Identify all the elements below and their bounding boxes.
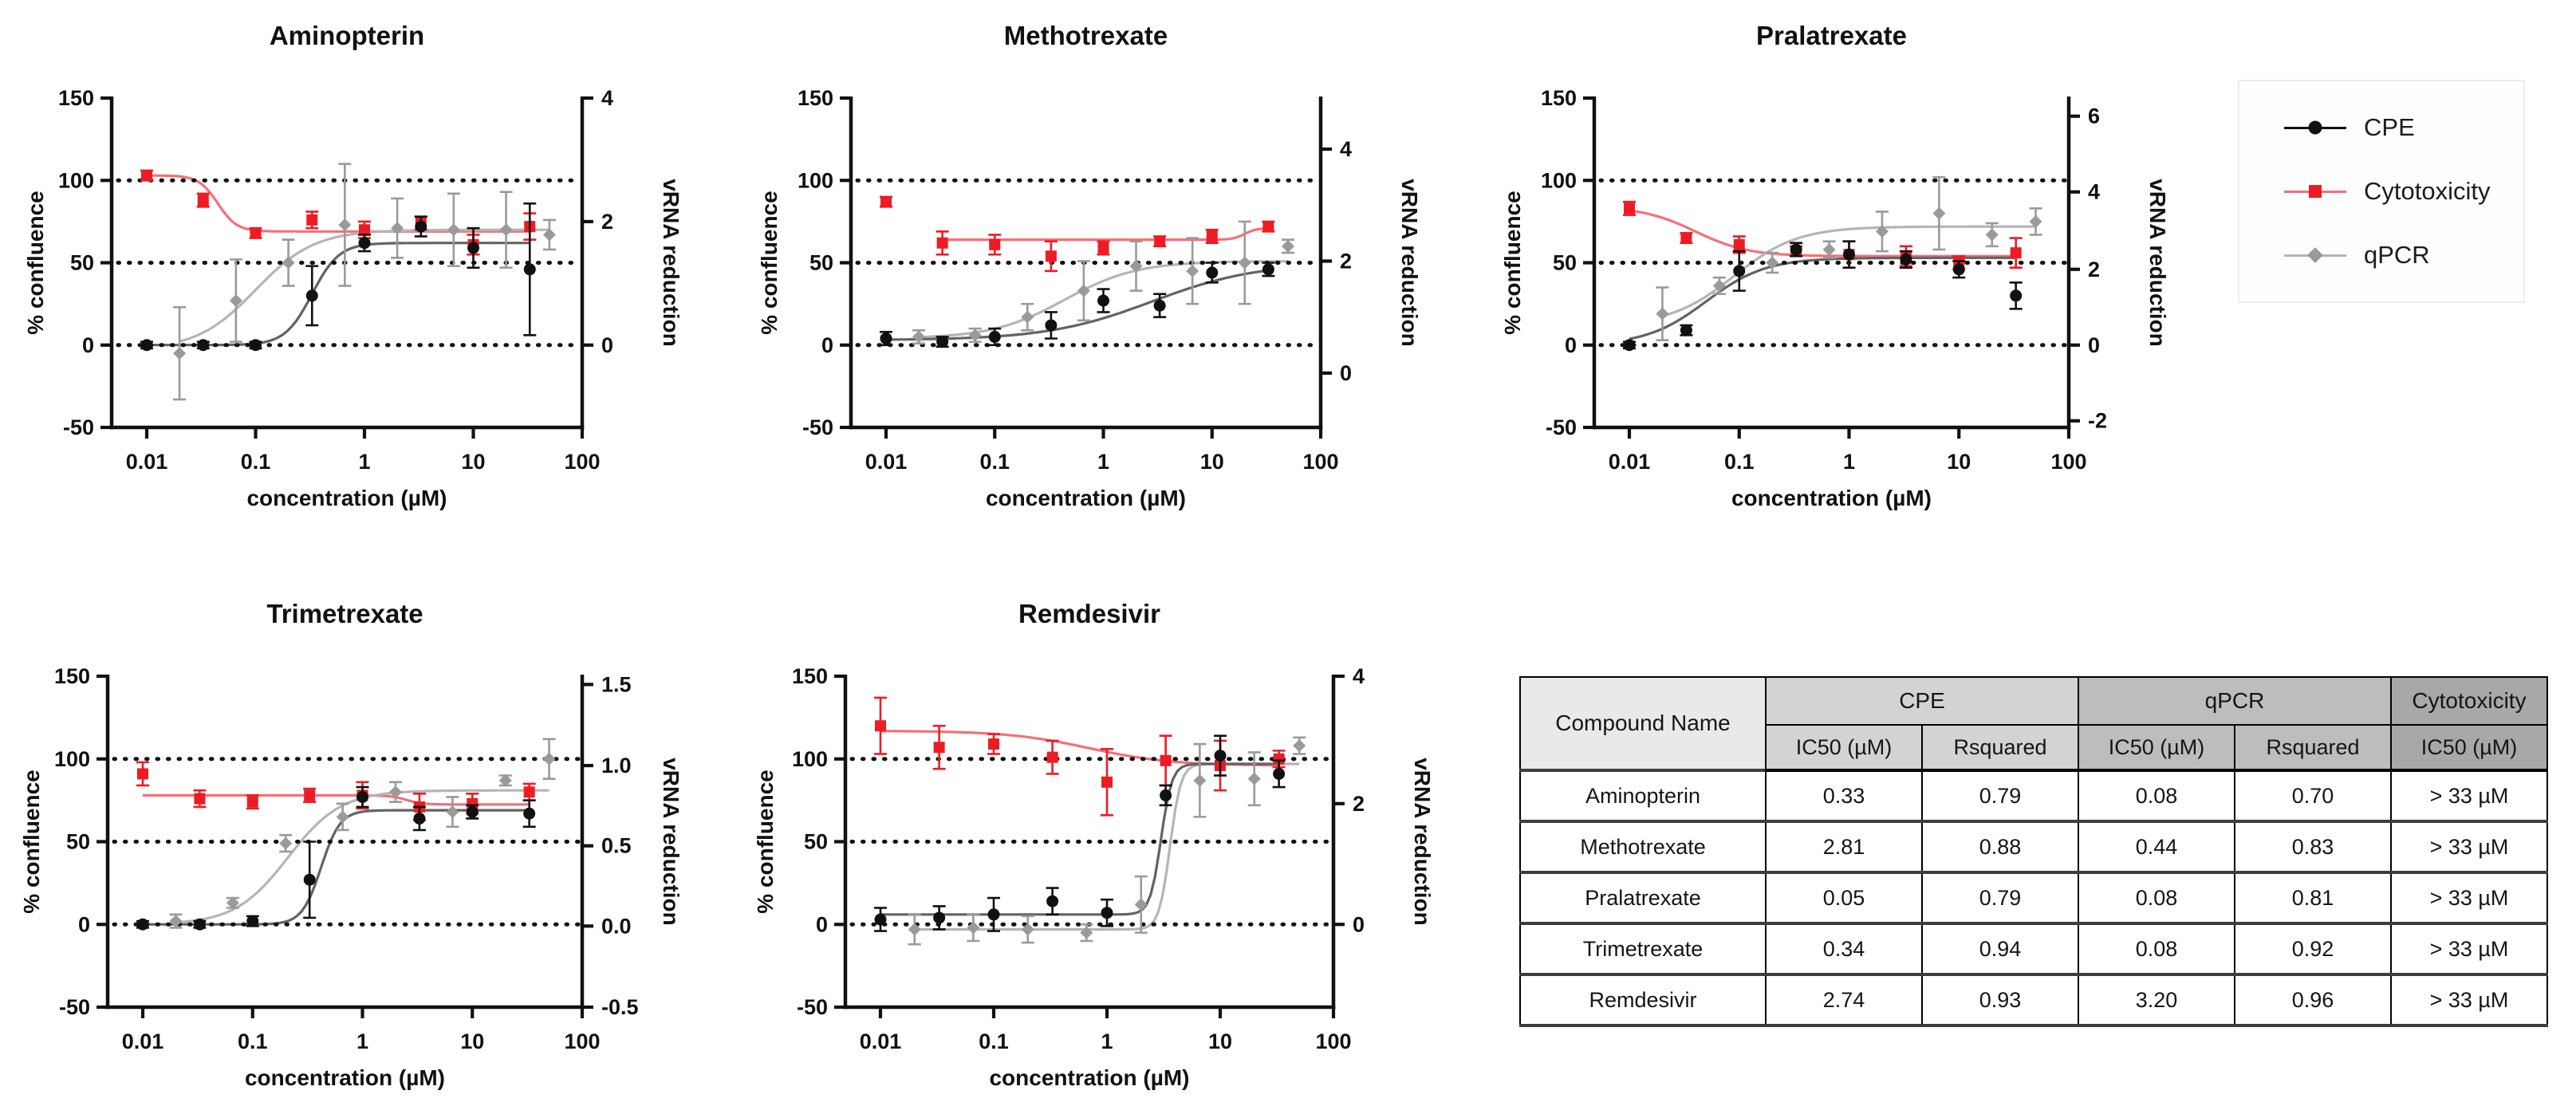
chart-title: Remdesivir [1018,599,1160,628]
y-right-tick-label: 0 [601,333,614,357]
data-point [415,221,427,233]
data-point [1680,325,1692,337]
value-cell: 0.88 [1922,821,2078,872]
data-point [337,810,349,823]
data-point [1932,207,1945,220]
data-point [1900,254,1912,266]
table-group-header-qpcr: qPCR [2078,677,2391,725]
data-point [1160,789,1172,801]
chart-title: Pralatrexate [1756,21,1907,50]
data-point [1154,300,1166,312]
y-right-tick-label: 1.0 [601,754,632,778]
legend-item-cytotoxicity [2284,177,2523,206]
data-point [1045,319,1057,331]
data-point [359,237,371,249]
compound-name-cell: Aminopterin [1520,770,1766,821]
y-left-tick-label: 50 [65,829,90,854]
data-point [2010,289,2022,301]
x-tick-label: 100 [564,450,601,474]
series-qpcr [173,164,556,400]
data-point [880,196,892,207]
table-sub-header: Rsquared [1922,725,2078,770]
data-point [1046,896,1058,907]
y-right-axis-label: vRNA reduction [659,179,683,347]
y-right-tick-label: 0 [1340,360,1353,385]
y-left-axis-label: % confluence [19,770,44,914]
data-point [875,914,887,926]
data-point [1098,242,1109,254]
axes [54,664,639,1053]
x-tick-label: 1 [356,1029,369,1053]
x-tick-label: 1 [358,450,371,474]
data-point [1733,265,1745,277]
axes [798,86,1352,474]
value-cell: 0.96 [2235,974,2391,1025]
table-group-header-cytotoxicity: Cytotoxicity [2391,677,2547,725]
data-point [933,911,945,923]
value-cell: 0.08 [2078,770,2235,821]
data-point [1790,243,1802,255]
data-point [1097,294,1109,306]
data-point [467,242,479,254]
data-point [1986,228,1999,241]
y-left-tick-label: 100 [57,168,94,193]
y-left-tick-label: 0 [81,333,94,357]
value-cell: > 33 µM [2391,974,2547,1025]
value-cell: 0.92 [2235,923,2391,974]
data-point [1248,773,1261,785]
table-row-methotrexate [1520,821,2547,872]
value-cell: > 33 µM [2391,821,2547,872]
y-right-tick-label: 0.5 [601,833,632,858]
y-right-tick-label: 2 [1353,791,1365,816]
data-point [306,215,317,226]
table-sub-header: IC50 (µM) [2078,725,2235,770]
data-point [247,797,258,808]
x-tick-label: 0.1 [240,450,271,474]
y-right-tick-label: 0 [2088,333,2101,357]
data-point [1262,263,1274,275]
data-point [912,330,925,343]
y-right-tick-label: 0 [1353,912,1365,937]
x-tick-label: 0.01 [865,450,908,474]
data-point [875,720,886,731]
legend-label: qPCR [2364,241,2430,269]
x-axis-label: concentration (µM) [244,1065,446,1090]
value-cell: 0.70 [2235,770,2391,821]
y-left-tick-label: 150 [797,86,833,110]
table-sub-header: IC50 (µM) [1766,725,1922,770]
data-point [523,808,535,820]
chart-canvas-remdesivir [746,585,1479,1114]
y-right-tick-label: 2 [2088,257,2101,281]
y-right-tick-label: 4 [1340,137,1353,162]
x-tick-label: 0.1 [237,1029,268,1053]
x-tick-label: 0.1 [1723,450,1755,474]
x-tick-label: 1 [1097,450,1110,474]
data-point [194,793,205,805]
fit-curves [143,790,549,924]
data-point [1273,768,1285,780]
value-cell: 0.08 [2078,872,2235,923]
data-point [137,919,149,931]
data-point [1046,250,1057,262]
data-point [304,789,315,801]
y-right-axis-label: vRNA reduction [1397,179,1422,347]
data-point [934,742,945,753]
data-point [1262,221,1274,232]
data-point [1624,339,1636,351]
compound-name-cell: Methotrexate [1520,821,1766,872]
x-tick-label: 0.01 [859,1029,902,1053]
x-tick-label: 1 [1842,450,1856,474]
data-point [447,223,460,236]
value-cell: 2.81 [1766,821,1922,872]
data-point [467,806,479,818]
cpe-circle-marker-icon [2309,121,2322,135]
data-point [1101,777,1113,788]
table-sub-header: Rsquared [2235,725,2391,770]
x-tick-label: 10 [1199,450,1224,474]
y-left-tick-label: 50 [803,829,828,854]
data-point [173,347,186,360]
data-point [1047,752,1058,763]
legend-label: Cytotoxicity [2364,177,2491,205]
data-point [1021,311,1034,324]
chart-title: Aminopterin [269,21,425,50]
y-right-tick-label: -2 [2088,408,2108,433]
chart-title: Trimetrexate [266,599,423,628]
chart-remdesivir [746,585,1479,1114]
cpe-line-swatch [2284,127,2346,129]
table-row-aminopterin [1520,770,2547,821]
compound-name-cell: Remdesivir [1520,974,1766,1025]
data-point [1282,240,1294,253]
table-group-header-cpe: CPE [1766,677,2078,725]
table-header [1520,677,2547,770]
y-left-axis-label: % confluence [753,770,778,914]
data-point [1624,203,1635,214]
y-right-tick-label: 1.5 [601,672,632,697]
dotted-gridlines [852,759,1330,925]
x-tick-label: 0.01 [1608,450,1651,474]
x-tick-label: 10 [461,450,486,474]
y-left-tick-label: -50 [796,995,828,1019]
data-point [356,791,368,803]
data-series [136,739,556,931]
y-left-tick-label: -50 [802,415,833,439]
fit-curve-cpe [880,764,1279,915]
y-left-tick-label: 100 [53,746,90,771]
y-left-tick-label: 0 [1564,333,1577,357]
data-point [250,227,262,238]
y-left-tick-label: -50 [62,415,94,439]
data-point [936,336,948,348]
data-point [1656,308,1668,321]
y-left-axis-label: % confluence [757,191,782,335]
data-point [1680,233,1692,244]
x-tick-label: 100 [1302,450,1339,474]
fit-curve-qpcr [1663,226,2036,316]
data-point [141,170,152,181]
value-cell: 0.93 [1922,974,2078,1025]
data-point [194,919,206,931]
dotted-gridlines [114,759,579,925]
x-tick-label: 0.1 [979,450,1010,474]
x-tick-label: 10 [460,1029,485,1053]
value-cell: > 33 µM [2391,923,2547,974]
y-right-tick-label: -0.5 [601,995,639,1019]
y-right-axis-label: vRNA reduction [2145,179,2170,347]
axes [1541,86,2107,474]
dotted-gridlines [1601,180,2066,345]
data-point [1953,263,1965,275]
value-cell: 0.05 [1766,872,1922,923]
x-axis-label: concentration (µM) [985,486,1187,510]
data-series [874,698,1306,944]
value-cell: 2.74 [1766,974,1922,1025]
data-point [198,195,209,206]
x-axis-label: concentration (µM) [246,486,447,510]
data-point [524,786,535,797]
data-point [988,908,1000,920]
chart-trimetrexate [12,585,746,1114]
y-left-tick-label: 50 [809,250,833,275]
value-cell: 0.33 [1766,770,1922,821]
data-point [1135,898,1148,911]
data-point [1160,755,1172,766]
data-point [1215,750,1227,762]
y-left-tick-label: 0 [815,912,828,937]
series-cpe [140,203,536,351]
y-left-tick-label: 100 [797,168,833,193]
data-point [500,223,513,236]
data-point [304,874,316,886]
x-tick-label: 1 [1101,1029,1113,1053]
compound-name-cell: Pralatrexate [1520,872,1766,923]
qpcr-line-swatch [2284,254,2346,257]
table-body [1520,770,2547,1025]
dotted-gridlines [118,180,579,345]
value-cell: 3.20 [2078,974,2235,1025]
table-row-remdesivir [1520,974,2547,1025]
data-point [1734,239,1745,250]
table-corner-header: Compound Name [1520,677,1766,770]
x-axis-label: concentration (µM) [989,1065,1190,1090]
y-right-tick-label: 4 [601,86,614,110]
y-right-tick-label: 0.0 [601,914,632,939]
chart-canvas-aminopterin [16,6,750,542]
data-point [2011,247,2022,258]
y-left-tick-label: 100 [1540,168,1577,193]
data-point [1293,739,1306,752]
y-left-axis-label: % confluence [23,191,48,335]
data-point [338,218,351,231]
chart-canvas-methotrexate [750,6,1483,542]
y-left-tick-label: 100 [791,746,828,771]
chart-methotrexate [750,6,1483,542]
table-sub-header: IC50 (µM) [2391,725,2547,770]
chart-title: Methotrexate [1003,21,1168,50]
data-point [937,238,948,249]
x-tick-label: 0.01 [121,1029,164,1053]
value-cell: 0.81 [2235,872,2391,923]
fit-curves [1629,211,2036,339]
value-cell: 0.08 [2078,923,2235,974]
x-tick-label: 10 [1947,450,1971,474]
value-cell: > 33 µM [2391,770,2547,821]
x-axis-label: concentration (µM) [1731,486,1932,510]
data-point [413,813,425,825]
data-point [989,239,1000,250]
legend-label: CPE [2364,113,2415,141]
value-cell: > 33 µM [2391,872,2547,923]
x-tick-label: 100 [2050,450,2087,474]
value-cell: 0.79 [1922,872,2078,923]
legend-item-cpe [2284,113,2523,142]
value-cell: 0.44 [2078,821,2235,872]
cytotoxicity-square-marker-icon [2309,185,2322,198]
data-point [543,753,556,766]
y-left-tick-label: 150 [53,664,90,688]
qpcr-diamond-marker-icon [2307,247,2323,263]
chart-pralatrexate [1493,6,2227,542]
compound-name-cell: Trimetrexate [1520,923,1766,974]
chart-canvas-pralatrexate [1493,6,2227,542]
series-cytotoxicity [880,196,1274,271]
data-point [141,339,153,351]
y-right-tick-label: 4 [2088,179,2101,204]
data-point [1239,257,1251,270]
y-right-axis-label: vRNA reduction [1410,758,1435,926]
value-cell: 0.79 [1922,770,2078,821]
table-row-pralatrexate [1520,872,2547,923]
chart-canvas-trimetrexate [12,585,746,1114]
legend [2238,80,2525,303]
y-left-tick-label: 150 [1540,86,1577,110]
ic50-results-table [1519,676,2548,1027]
y-right-tick-label: 2 [1340,249,1353,274]
x-tick-label: 0.01 [125,450,168,474]
x-tick-label: 100 [1315,1029,1352,1053]
data-point [446,805,459,818]
x-tick-label: 10 [1207,1029,1233,1053]
y-left-tick-label: 150 [57,86,94,110]
data-point [306,289,318,301]
data-point [1101,907,1113,919]
x-tick-label: 0.1 [979,1029,1009,1053]
y-left-tick-label: 150 [791,664,828,688]
data-point [989,331,1001,343]
data-point [279,837,292,850]
x-tick-label: 100 [564,1029,601,1053]
value-cell: 0.34 [1766,923,1922,974]
cytotoxicity-line-swatch [2284,191,2346,193]
data-point [197,339,209,351]
y-left-tick-label: -50 [1545,415,1577,439]
data-point [1154,236,1165,247]
y-right-tick-label: 4 [1353,664,1365,688]
data-point [137,768,148,779]
legend-item-qpcr [2284,241,2523,270]
y-left-tick-label: 0 [77,912,90,937]
data-point [246,915,258,927]
data-point [1207,230,1218,242]
data-point [1193,774,1206,787]
data-point [880,333,892,344]
fit-curve-cpe [143,810,530,924]
y-left-tick-label: 50 [69,250,94,275]
value-cell: 0.94 [1922,923,2078,974]
data-series [880,196,1294,348]
chart-aminopterin [16,6,750,542]
y-right-axis-label: vRNA reduction [659,758,683,926]
data-point [1206,266,1218,278]
data-point [1823,243,1836,256]
y-right-tick-label: 6 [2088,104,2101,128]
data-point [988,738,999,750]
data-point [250,339,262,351]
data-series [140,164,556,400]
table-row-trimetrexate [1520,923,2547,974]
data-point [282,257,295,270]
y-left-tick-label: 50 [1552,250,1577,275]
data-point [1843,249,1855,261]
data-point [524,263,536,275]
y-right-tick-label: 2 [601,209,614,234]
y-left-tick-label: 0 [821,333,833,357]
value-cell: 0.83 [2235,821,2391,872]
series-qpcr [169,739,555,928]
y-left-tick-label: -50 [58,995,90,1019]
y-left-axis-label: % confluence [1500,191,1525,335]
data-point [1186,265,1199,278]
